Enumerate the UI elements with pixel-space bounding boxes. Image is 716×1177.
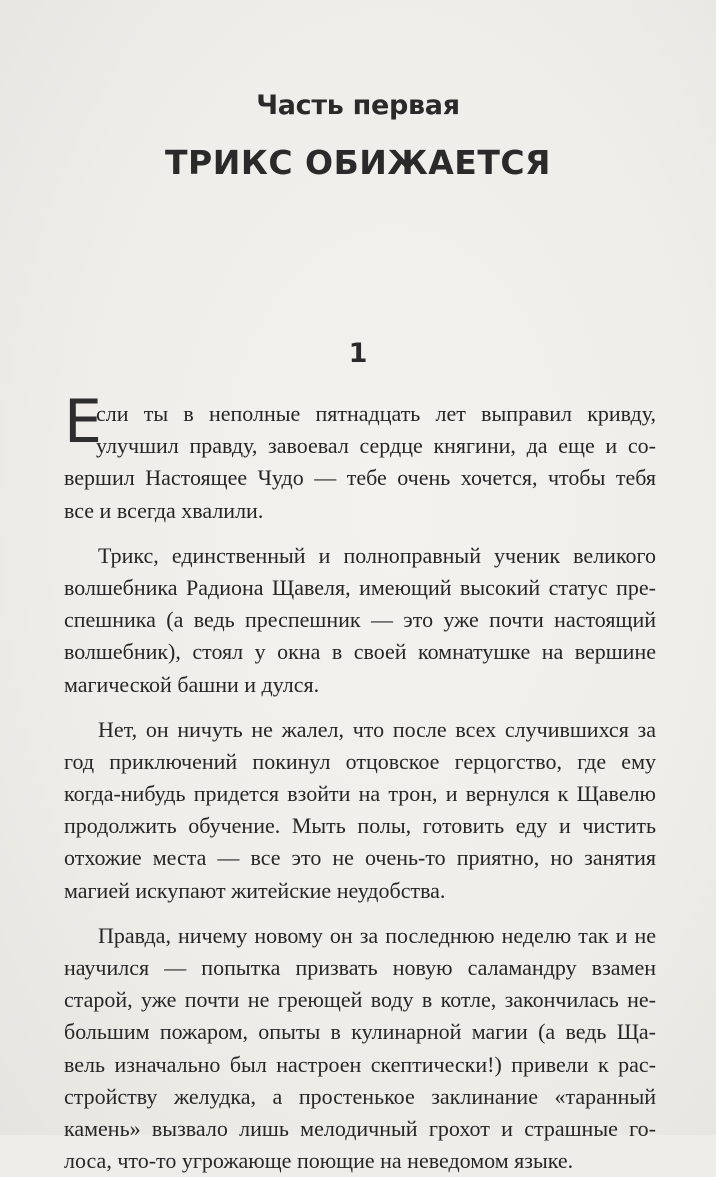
chapter-number: 1	[348, 338, 368, 369]
text-line: улучшил правду, завоевал сердце княгини, да еще и со-	[96, 433, 656, 459]
text-line: волшебник), стоял у окна в своей комнатушке на вершине	[64, 639, 656, 665]
text-line: лоса, что-то угрожающе поющие на неведомом языке.	[64, 1148, 574, 1174]
text-line: камень» вызвало лишь мелодичный грохот и страшные го-	[64, 1115, 656, 1141]
text-line: волшебника Радиона Щавеля, имеющий высокий статус пре-	[64, 574, 656, 600]
text-line: научился — попытка призвать новую саламандру взамен	[64, 955, 656, 980]
text-line: магической башни и дулся.	[64, 671, 320, 697]
text-line: когда-нибудь придется взойти на трон, и вернулся к Щавелю	[64, 781, 656, 807]
text-line: отхожие места — все это не очень-то приятно, но занятия	[64, 845, 656, 871]
text-line: вершил Настоящее Чудо — тебе очень хочется, чтобы тебя	[64, 465, 656, 491]
text-line: продолжить обучение. Мыть полы, готовить еду и чистить	[64, 813, 656, 839]
text-line: Нет, он ничуть не жалел, что после всех случившихся за	[98, 716, 656, 742]
text-line: спешника (а ведь преспешник — это уже почти настоящий	[64, 607, 656, 633]
text-line: магией искупают житейские неудобства.	[64, 877, 446, 903]
text-line: все и всегда хвалили.	[64, 497, 264, 523]
text-line: сли ты в неполные пятнадцать лет выправил кривду,	[96, 401, 656, 426]
text-line: год приключений покинул отцовское герцогство, где ему	[64, 748, 656, 774]
text-line: большим пожаром, опыты в кулинарной магии (а ведь Ща-	[64, 1019, 656, 1045]
drop-cap: Е	[64, 387, 102, 457]
chapter-title: ТРИКС ОБИЖАЕТСЯ	[165, 143, 551, 182]
body-text	[64, 387, 656, 1177]
text-line: Трикс, единственный и полноправный ученик великого	[98, 542, 656, 568]
text-line: стройству желудка, а простенькое заклинание «таранный	[64, 1083, 656, 1109]
part-title: Часть первая	[256, 90, 460, 121]
text-line: вель изначально был настроен скептически!) привели к рас-	[64, 1051, 656, 1077]
text-line: старой, уже почти не греющей воду в котле, закончилась не-	[64, 987, 656, 1013]
text-line: Правда, ничему новому он за последнюю неделю так и не	[98, 922, 656, 948]
